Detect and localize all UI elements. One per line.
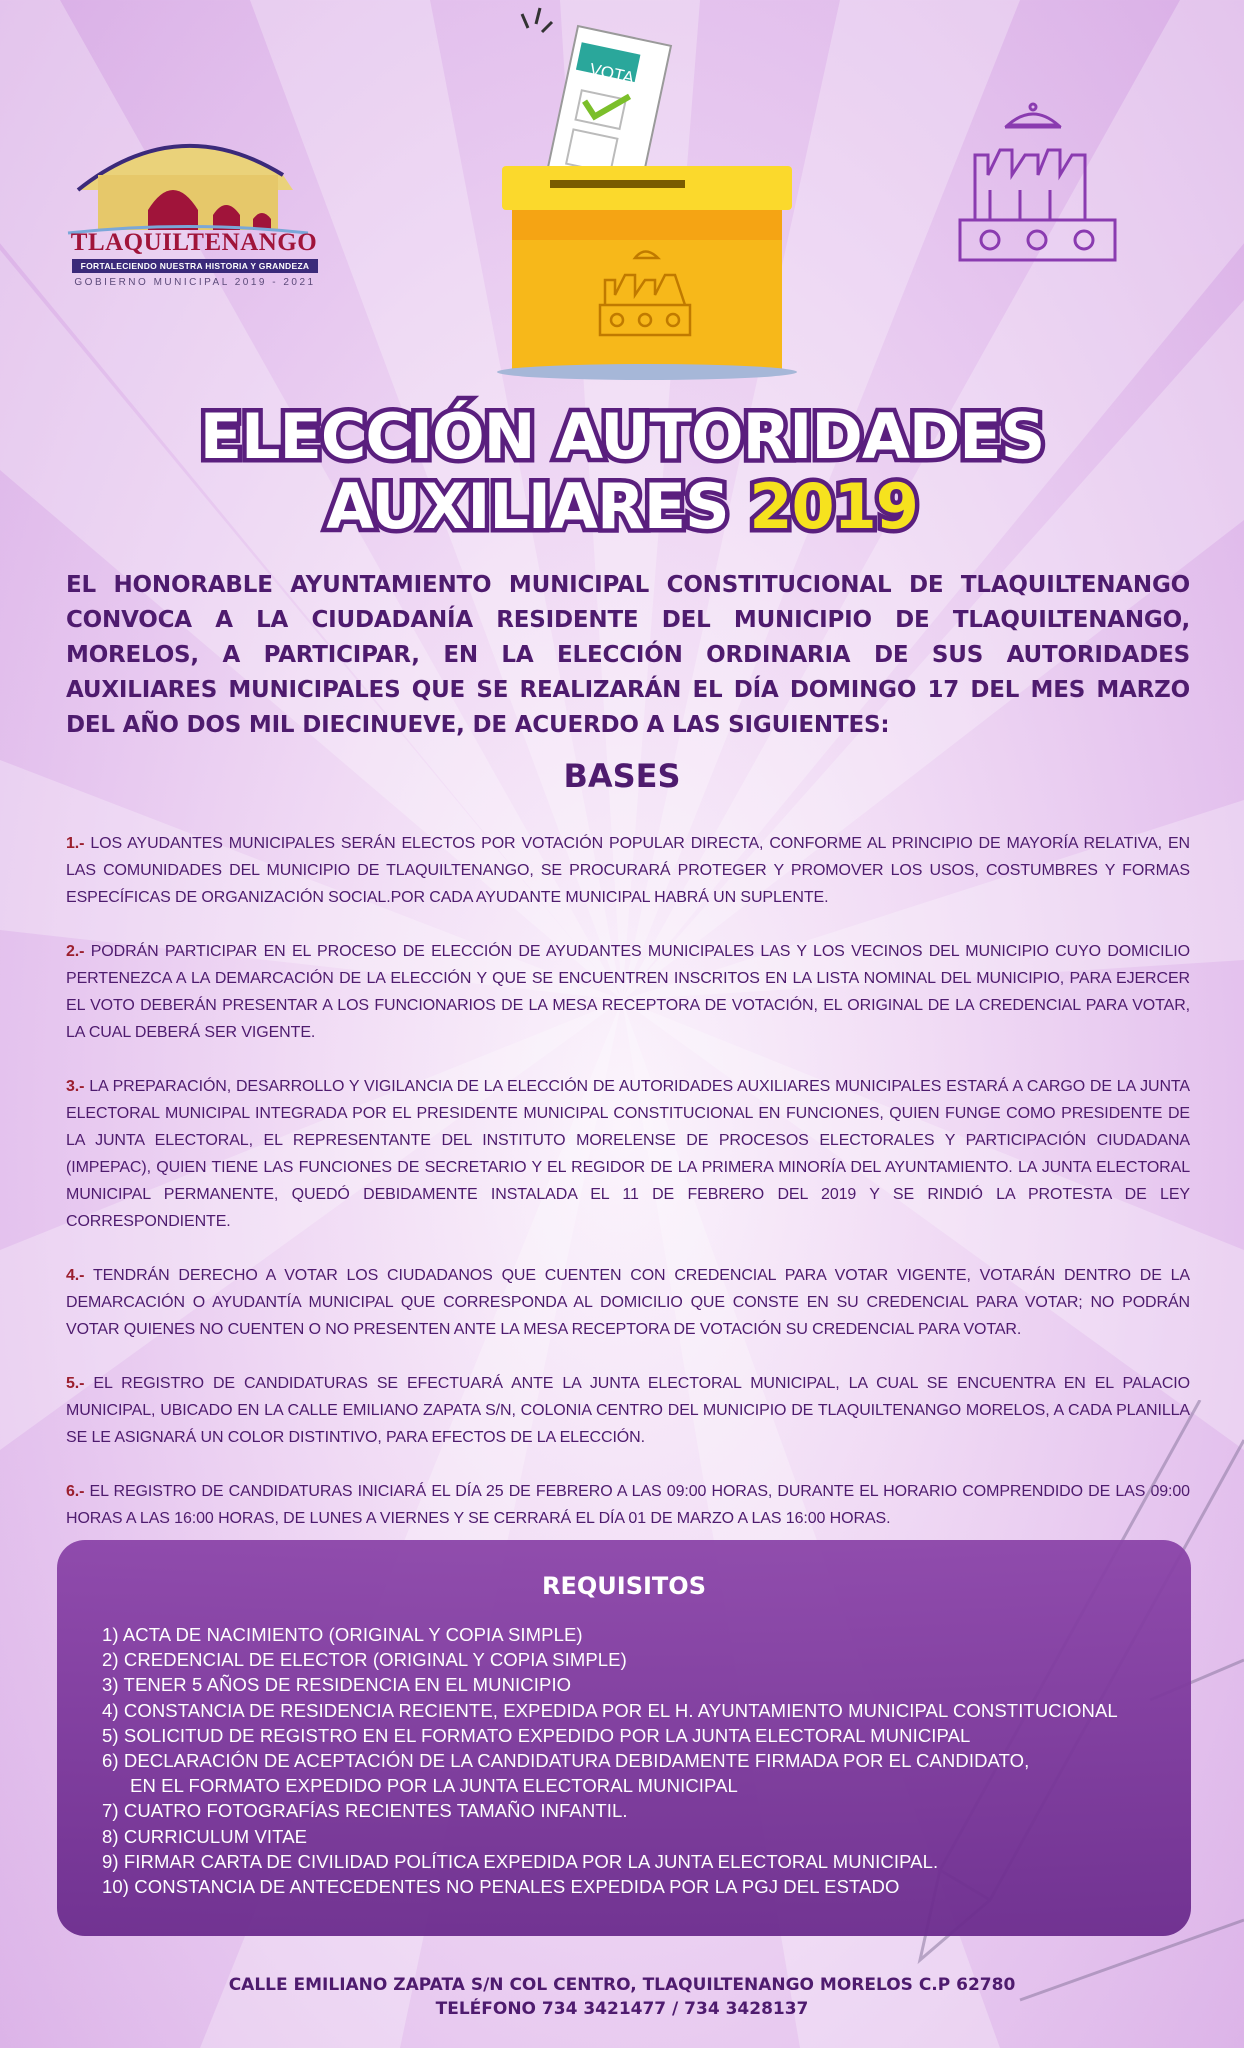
requirement-item: 1) ACTA DE NACIMIENTO (ORIGINAL Y COPIA SIMPLE) [102, 1624, 583, 1645]
bases-title: BASES [563, 757, 681, 795]
title-auxiliares: AUXILIARES [326, 470, 729, 543]
base-item [66, 1262, 1190, 1343]
base-item [66, 938, 1190, 1046]
requirement-item-continued: EN EL FORMATO EXPEDIDO POR LA JUNTA ELECTORAL MUNICIPAL [130, 1775, 738, 1797]
base-number: 4.- [66, 1267, 85, 1284]
base-item [66, 830, 1190, 911]
footer-address: CALLE EMILIANO ZAPATA S/N COL CENTRO, TLAQUILTENANGO MORELOS C.P 62780 [228, 1975, 1016, 1995]
base-text: EL REGISTRO DE CANDIDATURAS SE EFECTUARÁ ANTE LA JUNTA ELECTORAL MUNICIPAL, LA CUAL SE ENCUENTRA EN EL PALACIO MUNICIPAL, UBICADO EN LA CALLE EMILIANO ZAPATA S/N, COLONIA CENTRO DEL MUNICIPIO DE TLAQUILTENANGO MORELOS, A CADA PLANILLA SE LE ASIGNARÁ UN COLOR DISTINTIVO, PARA EFECTOS DE LA ELECCIÓN. [66, 1375, 1190, 1446]
base-text: TENDRÁN DERECHO A VOTAR LOS CIUDADANOS QUE CUENTEN CON CREDENCIAL PARA VOTAR VIGENTE, VOTARÁN DENTRO DE LA DEMARCACIÓN O AYUDANTÍA MUNICIPAL QUE CORRESPONDA AL DOMICILIO QUE CONSTE EN SU CREDENCIAL PARA VOTAR; NO PODRÁN VOTAR QUIENES NO CUENTEN O NO PRESENTEN ANTE LA MESA RECEPTORA DE VOTACIÓN SU CREDENCIAL PARA VOTAR. [66, 1267, 1190, 1338]
base-number: 2.- [66, 943, 85, 960]
base-item [66, 1073, 1190, 1235]
logo-government: GOBIERNO MUNICIPAL 2019 - 2021 [74, 277, 316, 288]
base-text: PODRÁN PARTICIPAR EN EL PROCESO DE ELECCIÓN DE AYUDANTES MUNICIPALES LAS Y LOS VECINOS DEL MUNICIPIO CUYO DOMICILIO PERTENEZCA A LA DEMARCACIÓN DE LA ELECCIÓN Y QUE SE ENCUENTREN INSCRITOS EN LA LISTA NOMINAL DEL MUNICIPIO, PARA EJERCER EL VOTO DEBERÁN PRESENTAR A LOS FUNCIONARIOS DE LA MESA RECEPTORA DE VOTACIÓN, EL ORIGINAL DE LA CREDENCIAL PARA VOTAR, LA CUAL DEBERÁ SER VIGENTE. [66, 943, 1190, 1041]
requirement-item: 4) CONSTANCIA DE RESIDENCIA RECIENTE, EXPEDIDA POR EL H. AYUNTAMIENTO MUNICIPAL CONSTITUCIONAL [102, 1699, 1118, 1721]
requirements-title: REQUISITOS [542, 1572, 706, 1600]
base-number: 3.- [66, 1078, 85, 1095]
base-number: 1.- [66, 835, 85, 852]
requirement-item: 2) CREDENCIAL DE ELECTOR (ORIGINAL Y COPIA SIMPLE) [102, 1649, 627, 1671]
logo-title: TLAQUILTENANGO [70, 229, 318, 256]
base-text: LA PREPARACIÓN, DESARROLLO Y VIGILANCIA DE LA ELECCIÓN DE AUTORIDADES AUXILIARES MUNICIPALES ESTARÁ A CARGO DE LA JUNTA ELECTORAL MUNICIPAL INTEGRADA POR EL PRESIDENTE MUNICIPAL CONSTITUCIONAL EN FUNCIONES, QUIEN FUNGE COMO PRESIDENTE DE LA JUNTA ELECTORAL, EL REPRESENTANTE DEL INSTITUTO MORELENSE DE PROCESOS ELECTORALES Y PARTICIPACIÓN CIUDADANA (IMPEPAC), QUIEN TIENE LAS FUNCIONES DE SECRETARIO Y EL REGIDOR DE LA PRIMERA MINORÍA DEL AYUNTAMIENTO. LA JUNTA ELECTORAL MUNICIPAL PERMANENTE, QUEDÓ DEBIDAMENTE INSTALADA EL 11 DE FEBRERO DEL 2019 Y SE RINDIÓ LA PROTESTA DE LEY CORRESPONDIENTE. [66, 1078, 1190, 1230]
page-title-line1: ELECCIÓN AUTORIDADES [199, 400, 1045, 473]
base-text: EL REGISTRO DE CANDIDATURAS INICIARÁ EL DÍA 25 DE FEBRERO A LAS 09:00 HORAS, DURANTE EL HORARIO COMPRENDIDO DE LAS 09:00 HORAS A LAS 16:00 HORAS, DE LUNES A VIERNES Y SE CERRARÁ EL DÍA 01 DE MARZO A LAS 16:00 HORAS. [66, 1483, 1190, 1527]
requirement-item: 8) CURRICULUM VITAE [102, 1825, 308, 1847]
title-year: 2019 [749, 470, 918, 543]
page-title-line2 [0, 470, 1244, 543]
requirement-item: 6) DECLARACIÓN DE ACEPTACIÓN DE LA CANDIDATURA DEBIDAMENTE FIRMADA POR EL CANDIDATO, [102, 1750, 1030, 1772]
base-number: 6.- [66, 1483, 85, 1500]
ballot-box-icon [490, 0, 800, 390]
requirements-list [102, 1622, 1182, 1899]
requirement-item: 9) FIRMAR CARTA DE CIVILIDAD POLÍTICA EXPEDIDA POR LA JUNTA ELECTORAL MUNICIPAL. [102, 1850, 939, 1872]
requirement-item: 3) TENER 5 AÑOS DE RESIDENCIA EN EL MUNICIPIO [102, 1674, 572, 1696]
footer-phone: TELÉFONO 734 3421477 / 734 3428137 [435, 1999, 809, 2019]
logo-slogan: FORTALECIENDO NUESTRA HISTORIA Y GRANDEZA [72, 259, 318, 273]
requirement-item: 10) CONSTANCIA DE ANTECEDENTES NO PENALES EXPEDIDA POR LA PGJ DEL ESTADO [102, 1876, 900, 1898]
requirement-item: 5) SOLICITUD DE REGISTRO EN EL FORMATO EXPEDIDO POR LA JUNTA ELECTORAL MUNICIPAL [102, 1724, 971, 1746]
ballot-label: VOTA [587, 59, 636, 88]
requirement-item: 7) CUATRO FOTOGRAFÍAS RECIENTES TAMAÑO INFANTIL. [102, 1800, 628, 1822]
base-text: LOS AYUDANTES MUNICIPALES SERÁN ELECTOS POR VOTACIÓN POPULAR DIRECTA, CONFORME AL PRINCIPIO DE MAYORÍA RELATIVA, EN LAS COMUNIDADES DEL MUNICIPIO DE TLAQUILTENANGO, SE PROCURARÁ PROTEGER Y PROMOVER LOS USOS, COSTUMBRES Y FORMAS ESPECÍFICAS DE ORGANIZACIÓN SOCIAL.POR CADA AYUDANTE MUNICIPAL HABRÁ UN SUPLENTE. [66, 835, 1190, 906]
intro-paragraph: EL HONORABLE AYUNTAMIENTO MUNICIPAL CONSTITUCIONAL DE TLAQUILTENANGO CONVOCA A LA CIUDADANÍA RESIDENTE DEL MUNICIPIO DE TLAQUILTENANGO, MORELOS, A PARTICIPAR, EN LA ELECCIÓN ORDINARIA DE SUS AUTORIDADES AUXILIARES MUNICIPALES QUE SE REALIZARÁN EL DÍA DOMINGO 17 DEL MES MARZO DEL AÑO DOS MIL DIECINUEVE, DE ACUERDO A LAS SIGUIENTES: [66, 572, 1190, 738]
base-number: 5.- [66, 1375, 85, 1392]
palace-icon [950, 95, 1125, 270]
